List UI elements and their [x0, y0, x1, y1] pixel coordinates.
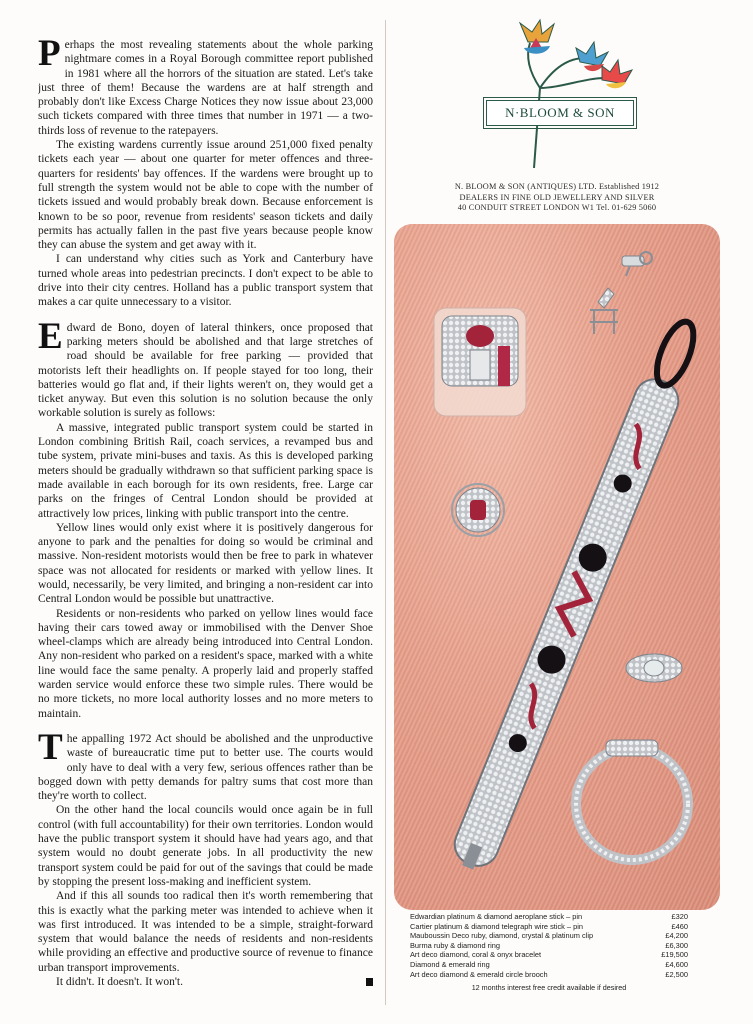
mauboussin-clip	[434, 308, 526, 416]
dealer-info-line: 40 CONDUIT STREET LONDON W1 Tel. 01-629 5060	[457, 203, 657, 212]
price-row: Edwardian platinum & diamond aeroplane stick – pin £320	[410, 912, 688, 921]
jewellery-illustration	[394, 224, 720, 910]
dealer-info-line: DEALERS IN FINE OLD JEWELLERY AND SILVER	[459, 192, 655, 202]
article-paragraph: The existing wardens currently issue around 251,000 fixed penalty tickets each year — about one quarter for meter offences and three-quarters for residents' bay offences. If the wardens were brought up to full strength the system would not be able to cope with the number of tickets issued and would probably break down. Because enforcement is known to be so poor, revenue from residents' season tickets and daily permits has actually fallen in the past five years because people know they can abuse the system and get away with it.	[38, 139, 373, 252]
article-paragraph: On the other hand the local councils would once again be in full control (with full accountability) for their own territories. London would have the public transport system it should have had years ago, and that system would no doubt generate jobs. In all productivity the new transport system could be paid for out of the savings that could be made by stopping the present loss-making and inefficient system.	[38, 804, 373, 888]
emerald-ring	[626, 654, 682, 682]
ruby-ring	[452, 484, 504, 536]
price-row: Art deco diamond, coral & onyx bracelet £19,500	[410, 950, 688, 960]
article-column	[38, 38, 373, 1004]
end-mark	[366, 978, 373, 986]
dealer-info	[398, 182, 716, 214]
drop-cap: T	[38, 726, 63, 768]
credit-note: 12 months interest free credit available if desired	[471, 983, 627, 993]
brand-logo-box: N·BLOOM & SON	[486, 100, 634, 126]
price-list	[410, 912, 688, 993]
dealer-info-line: N. BLOOM & SON (ANTIQUES) LTD. Established 1912	[454, 182, 660, 191]
article-paragraph: Yellow lines would only exist where it is positively dangerous for anyone to park and the penalties for doing so would be criminal and massive. Non-resident motorists would then be free to park in whatever space was not allocated for residents or marked with yellow lines. It would, necessarily, be very limited, and bringing a non-resident car into Central London would be possible but unattractive.	[38, 521, 373, 606]
price-row: Cartier platinum & diamond telegraph wire stick – pin £460	[410, 921, 688, 931]
article-paragraph: I can understand why cities such as York and Canterbury have turned whole areas into pedestrian precincts. I don't expect to be able to drive into their city centres. Holland has a public transport system that makes a car quite unnecessary to a visitor.	[38, 253, 373, 309]
column-divider	[385, 20, 386, 1005]
article-paragraph: Edward de Bono, doyen of lateral thinkers, once proposed that parking meters should be abolished and that large stretches of road should be available for free parking — provided that motorists left their headlights on. If people stayed for too long, their batteries would go flat and, if their lights weren't on, they would get a ticket anyway. But even this solution is no solution because the only workable solution is surely as follows:	[38, 315, 373, 420]
article-paragraph: A massive, integrated public transport system could be started in London combining British Rail, coach services, a revamped bus and tube system, private mini-buses and taxis. As this is developed parking meters should be gradually withdrawn so that sufficient parking space is made available in each borough for its own residents, free. Large car parks on the fringes of Central London should be provided at attractively low prices, linking with public transport into the centre.	[38, 421, 373, 520]
circle-brooch	[576, 740, 688, 860]
article-paragraph: Perhaps the most revealing statements about the whole parking nightmare comes in a Royal Borough committee report published in 1981 where all the horrors of the situation are stated. Let's take just three of them! Because the wardens are at half strength and probably don't like Excess Charge Notices they now issue about 23,000 such tickets compared with three times that number in 1971 — a two-thirds loss of revenue to the ratepayers.	[38, 38, 373, 137]
price-row: Burma ruby & diamond ring £6,300	[410, 940, 688, 950]
article-paragraph: The appalling 1972 Act should be abolished and the unproductive waste of bureaucratic time put to better use. The courts would only have to deal with a very few, serious offences rather than be bogged down with petty demands for paltry sums that cost more than they're worth to collect.	[38, 726, 373, 803]
article-paragraph: And if this all sounds too radical then it's worth remembering that this is exactly what the parking meter was intended to achieve when it was first introduced. It was intended to be a simple, straight-forward system that would balance the needs of residents and non-residents while providing an effective and productive source of revenue to finance urban transport improvements.	[38, 890, 373, 974]
article-closing-line: It didn't. It doesn't. It won't.	[38, 975, 373, 989]
drop-cap: P	[38, 38, 61, 74]
price-row: Diamond & emerald ring £4,600	[410, 959, 688, 969]
article-paragraph: Residents or non-residents who parked on yellow lines would face having their cars towed away or immobilised with the Denver Shoe wheel-clamps which are already being introduced into Central London. Any non-resident who parked on a resident's space, marked with a white line would face the same penalty. A properly laid and properly staffed warden service would enforce these two simple rules. There would be no more tickets, no more local authority losses and no more meters to maintain.	[38, 607, 373, 720]
price-row: Mauboussin Deco ruby, diamond, crystal & platinum clip £4,200	[410, 931, 688, 941]
jewellery-photo	[394, 224, 720, 910]
flower-logo-icon	[490, 18, 650, 168]
aeroplane-stick-pin	[622, 252, 652, 276]
price-row: Art deco diamond & emerald circle brooch £2,500	[410, 969, 688, 979]
drop-cap: E	[38, 315, 63, 357]
telegraph-stick-pin	[590, 288, 618, 334]
